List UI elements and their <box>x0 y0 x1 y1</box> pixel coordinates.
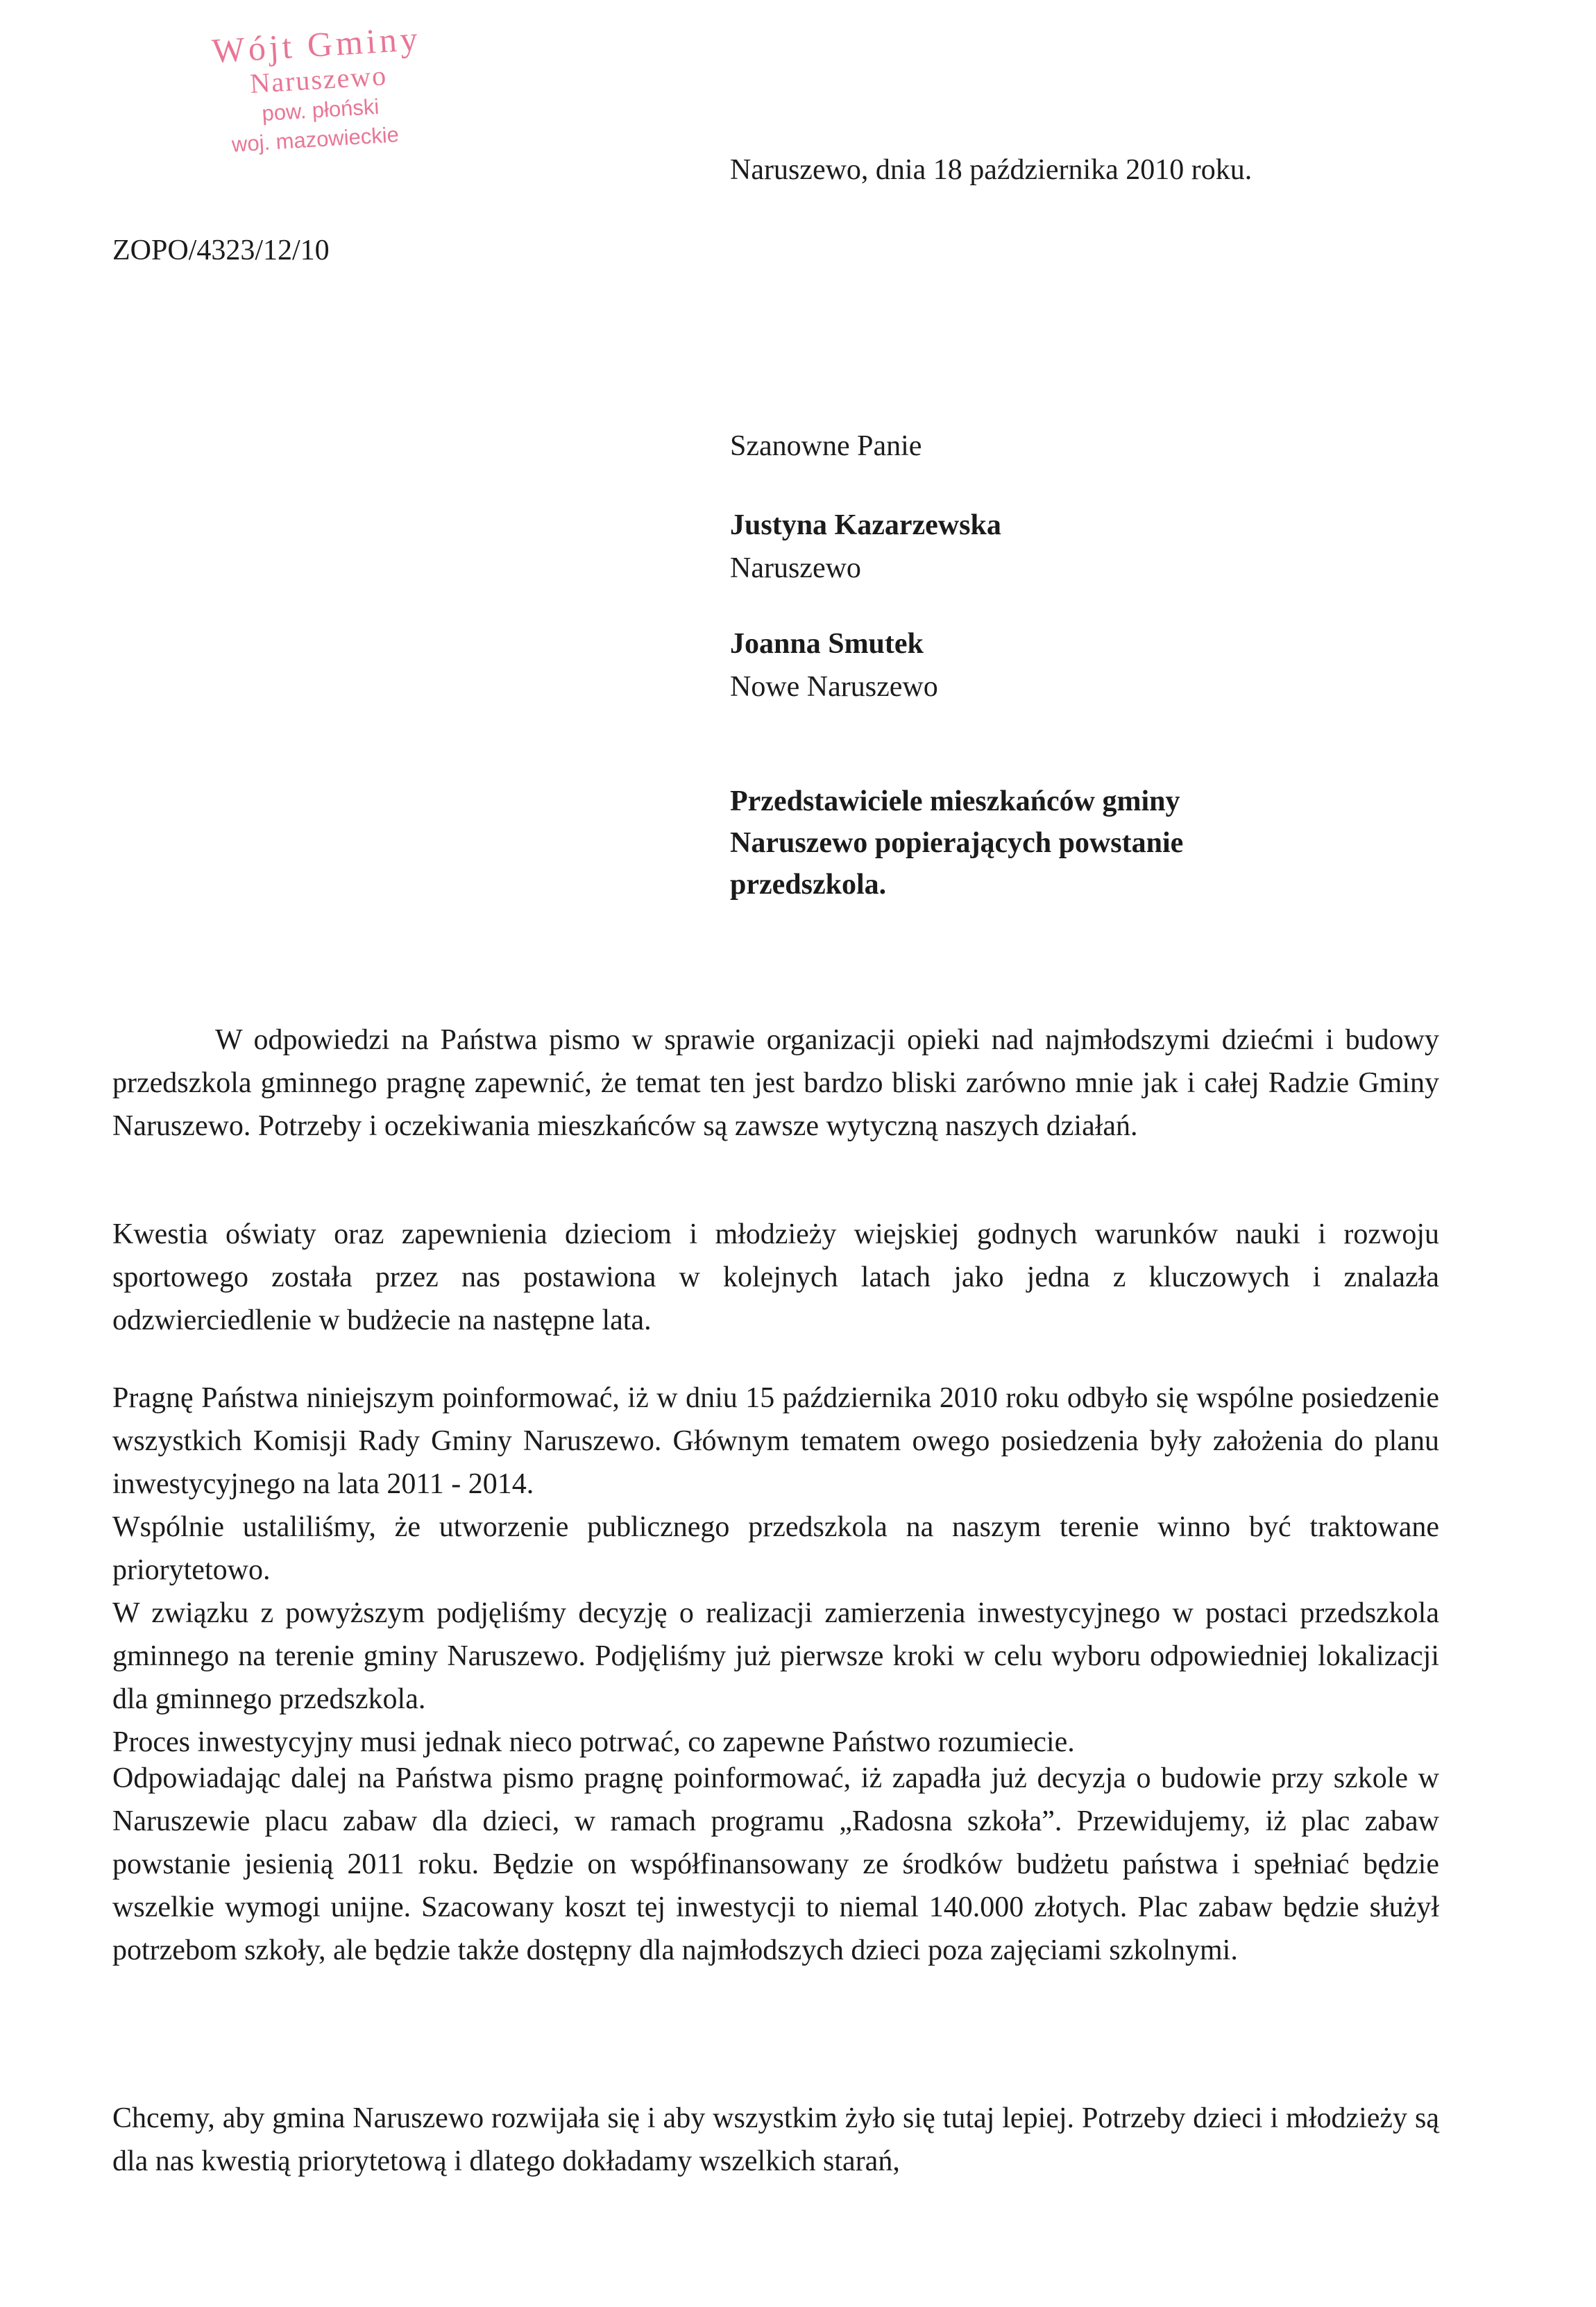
paragraph-4: Odpowiadając dalej na Państwa pismo pragnę poinformować, iż zapadła już decyzja o budowie przy szkole w Naruszewie placu zabaw dla dzieci, w ramach programu „Radosna szkoła”. Przewidujemy, iż plac zabaw powstanie jesienią 2011 roku. Będzie on współfinansowany ze środków budżetu państwa i spełniać będzie wszelkie wymogi unijne. Szacowany koszt tej inwestycji to niemal 140.000 złotych. Plac zabaw będzie służył potrzebom szkoły, ale będzie także dostępny dla najmłodszych dzieci poza zajęciami szkolnymi. <box>112 1762 1439 1966</box>
paragraph-3-part-2: Wspólnie ustaliliśmy, że utworzenie publicznego przedszkola na naszym terenie winno być traktowane priorytetowo. <box>112 1511 1439 1586</box>
paragraph-1: W odpowiedzi na Państwa pismo w sprawie organizacji opieki nad najmłodszymi dziećmi i budowy przedszkola gminnego pragnę zapewnić, że temat ten jest bardzo bliski zarówno mnie jak i całej Radzie Gminy Naruszewo. Potrzeby i oczekiwania mieszkańców są zawsze wytyczną naszych działań. <box>112 1024 1439 1142</box>
stamp-line-title: Wójt Gminy <box>210 18 423 71</box>
recipient-group-line-3: przedszkola. <box>730 869 887 901</box>
paragraph-3 <box>112 1377 1439 1764</box>
paragraph-2: Kwestia oświaty oraz zapewnienia dzieciom i młodzieży wiejskiej godnych warunków nauki i rozwoju sportowego została przez nas postawiona w kolejnych latach jako jedna z kluczowych i znalazła odzwierciedlenie w budżecie na następne lata. <box>112 1218 1439 1336</box>
recipient-2 <box>730 622 938 708</box>
reference-number: ZOPO/4323/12/10 <box>112 235 330 266</box>
paragraph-5: Chcemy, aby gmina Naruszewo rozwijała się i aby wszystkim żyło się tutaj lepiej. Potrzeby dzieci i młodzieży są dla nas kwestią priorytetową i dlatego dokładamy wszelkich starań, <box>112 2102 1439 2177</box>
recipient-1 <box>730 504 1001 590</box>
recipient-group-line-2: Naruszewo popierających powstanie <box>730 827 1184 859</box>
recipient-2-name: Joanna Smutek <box>730 628 924 660</box>
stamp-line-province: woj. mazowieckie <box>230 122 400 157</box>
recipient-2-locality: Nowe Naruszewo <box>730 671 938 703</box>
office-stamp <box>184 17 455 162</box>
stamp-line-commune: Naruszewo <box>248 60 389 100</box>
paragraph-3-part-4: Proces inwestycyjny musi jednak nieco potrwać, co zapewne Państwo rozumiecie. <box>112 1726 1075 1758</box>
place-and-date: Naruszewo, dnia 18 października 2010 roku. <box>730 154 1253 186</box>
paragraph-3-part-1: Pragnę Państwa niniejszym poinformować, iż w dniu 15 października 2010 roku odbyło się wspólne posiedzenie wszystkich Komisji Rady Gminy Naruszewo. Głównym tematem owego posiedzenia były założenia do planu inwestycyjnego na lata 2011 - 2014. <box>112 1382 1439 1500</box>
recipient-group <box>730 781 1355 905</box>
recipient-1-locality: Naruszewo <box>730 552 861 584</box>
salutation: Szanowne Panie <box>730 430 922 462</box>
recipient-group-line-1: Przedstawiciele mieszkańców gminy <box>730 785 1180 817</box>
paragraph-3-part-3: W związku z powyższym podjęliśmy decyzję o realizacji zamierzenia inwestycyjnego w postaci przedszkola gminnego na terenie gminy Naruszewo. Podjęliśmy już pierwsze kroki w celu wyboru odpowiedniej lokalizacji dla gminnego przedszkola. <box>112 1597 1439 1715</box>
stamp-line-county: pow. płoński <box>261 94 380 126</box>
recipient-1-name: Justyna Kazarzewska <box>730 509 1001 541</box>
